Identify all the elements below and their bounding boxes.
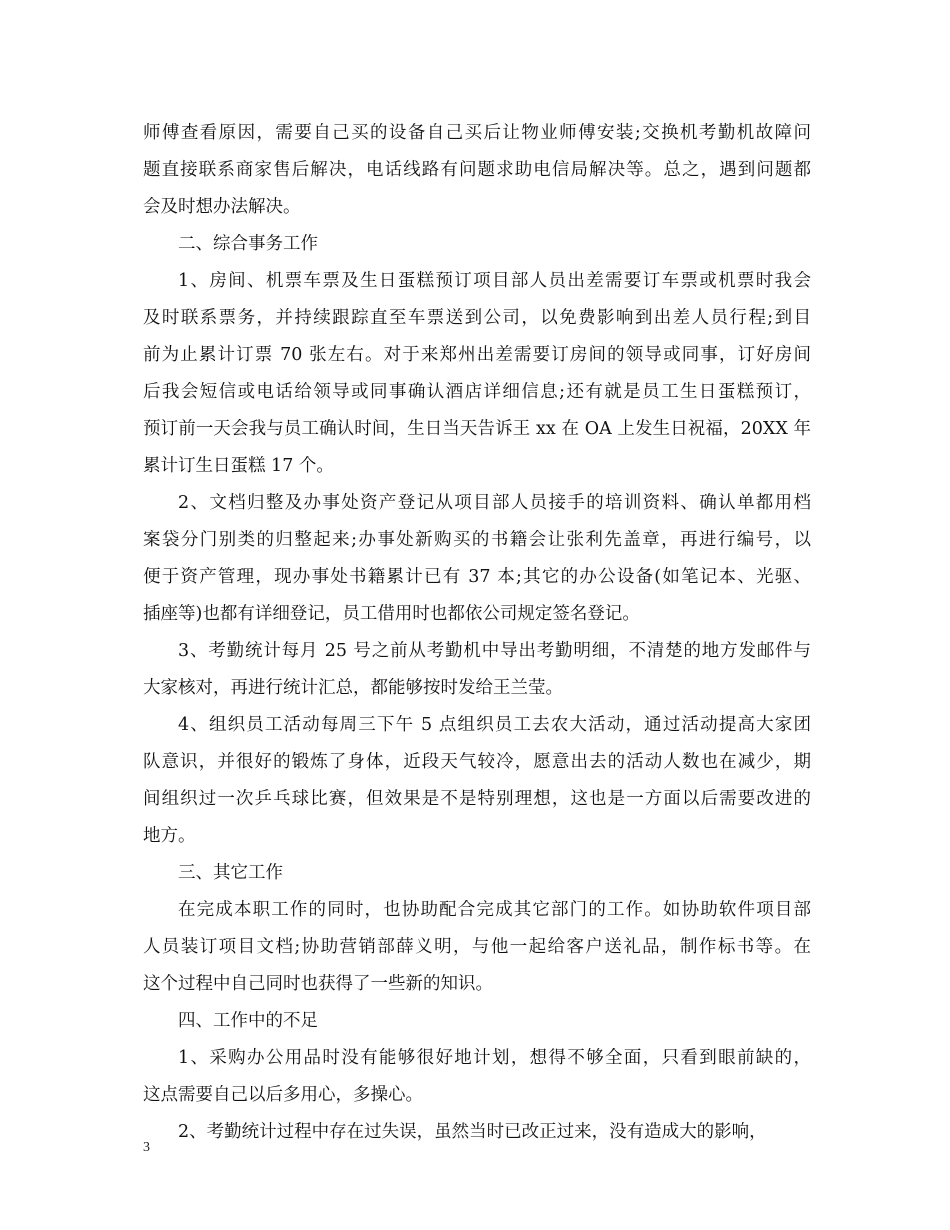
text-line: 会及时想办法解决。 bbox=[143, 197, 301, 217]
text-line: 前为止累计订票 70 张左右。对于来郑州出差需要订房间的领导或同事，订好房间 bbox=[143, 345, 811, 365]
text-line: 在完成本职工作的同时，也协助配合完成其它部门的工作。如协助软件项目部 bbox=[178, 900, 811, 920]
text-line: 预订前一天会我与员工确认时间，生日当天告诉王 xx 在 OA 上发生日祝福，20XX 年 bbox=[143, 419, 811, 439]
text-line: 3、考勤统计每月 25 号之前从考勤机中导出考勤明细，不清楚的地方发邮件与 bbox=[178, 641, 811, 661]
body-text bbox=[143, 115, 811, 1151]
text-line: 四、工作中的不足 bbox=[178, 1011, 318, 1031]
text-line: 间组织过一次乒乓球比赛，但效果是不是特别理想，这也是一方面以后需要改进的 bbox=[143, 789, 811, 809]
text-line: 人员装订项目文档;协助营销部薛义明，与他一起给客户送礼品，制作标书等。在 bbox=[143, 937, 811, 957]
text-line: 2、考勤统计过程中存在过失误，虽然当时已改正过来，没有造成大的影响， bbox=[178, 1122, 767, 1142]
text-line: 大家核对，再进行统计汇总，都能够按时发给王兰莹。 bbox=[143, 678, 563, 698]
text-line: 地方。 bbox=[143, 826, 196, 846]
text-line: 及时联系票务，并持续跟踪直至车票送到公司，以免费影响到出差人员行程;到目 bbox=[143, 308, 811, 328]
text-line: 插座等)也都有详细登记，员工借用时也都依公司规定签名登记。 bbox=[143, 604, 640, 624]
text-line: 二、综合事务工作 bbox=[178, 234, 318, 254]
text-line: 便于资产管理，现办事处书籍累计已有 37 本;其它的办公设备(如笔记本、光驱、 bbox=[143, 567, 811, 587]
text-line: 2、文档归整及办事处资产登记从项目部人员接手的培训资料、确认单都用档 bbox=[178, 493, 811, 513]
text-line: 这个过程中自己同时也获得了一些新的知识。 bbox=[143, 974, 493, 994]
text-line: 1、采购办公用品时没有能够很好地计划，想得不够全面，只看到眼前缺的， bbox=[178, 1048, 811, 1068]
text-line: 队意识，并很好的锻炼了身体，近段天气较冷，愿意出去的活动人数也在减少，期 bbox=[143, 752, 811, 772]
text-line: 累计订生日蛋糕 17 个。 bbox=[143, 456, 334, 476]
text-line: 这点需要自己以后多用心，多操心。 bbox=[143, 1085, 423, 1105]
text-line: 三、其它工作 bbox=[178, 863, 283, 883]
text-line: 题直接联系商家售后解决，电话线路有问题求助电信局解决等。总之，遇到问题都 bbox=[143, 160, 811, 180]
text-line: 师傅查看原因，需要自己买的设备自己买后让物业师傅安装;交换机考勤机故障问 bbox=[143, 123, 811, 143]
text-line: 4、组织员工活动每周三下午 5 点组织员工去农大活动，通过活动提高大家团 bbox=[178, 715, 811, 735]
page-number: 3 bbox=[143, 1140, 150, 1155]
text-line: 后我会短信或电话给领导或同事确认酒店详细信息;还有就是员工生日蛋糕预订， bbox=[143, 382, 811, 402]
text-line: 案袋分门别类的归整起来;办事处新购买的书籍会让张利先盖章，再进行编号，以 bbox=[143, 530, 811, 550]
text-line: 1、房间、机票车票及生日蛋糕预订项目部人员出差需要订车票或机票时我会 bbox=[178, 271, 811, 291]
